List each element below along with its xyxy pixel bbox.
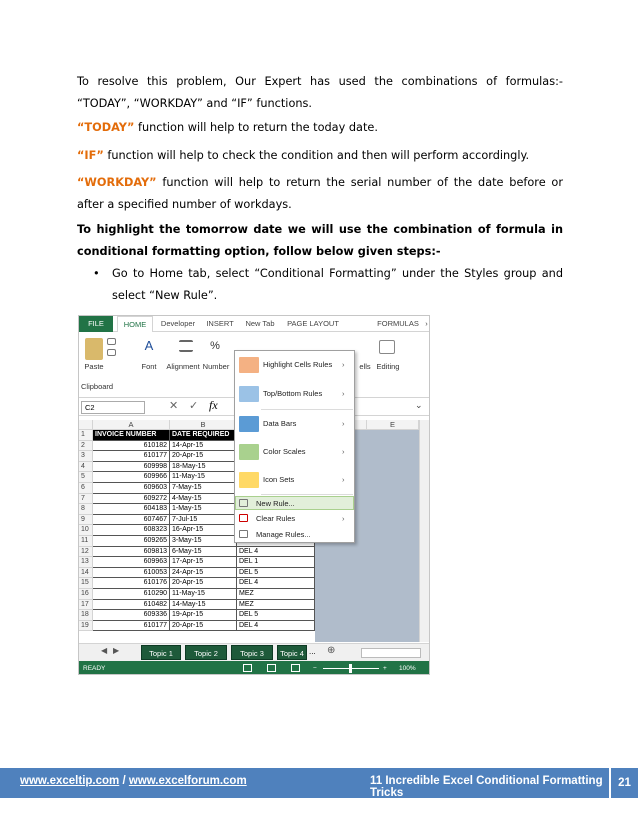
date-required-cell[interactable]: 20-Apr-15 [170,451,237,462]
menu-manage-rules[interactable] [235,528,354,542]
column-c-cell[interactable]: MEZ [237,589,315,600]
row-number[interactable]: 3 [79,451,93,462]
invoice-number-cell[interactable]: 610182 [93,441,170,452]
table-row [79,589,315,600]
row-number[interactable]: 5 [79,472,93,483]
color-scales-icon [239,444,259,460]
status-bar [79,661,430,675]
date-required-cell[interactable]: 7-May-15 [170,483,237,494]
menu-item-label: Color Scales [263,447,306,456]
row-number[interactable]: 8 [79,504,93,515]
name-box[interactable]: C2 [81,401,145,414]
menu-highlight-cells-rules[interactable] [235,355,354,375]
number-button[interactable]: Number [202,362,230,371]
status-ready: READY [83,665,106,672]
date-required-cell[interactable]: 14-May-15 [170,600,237,611]
invoice-number-cell[interactable]: 604183 [93,504,170,515]
footer-links [20,775,247,787]
date-required-cell[interactable]: 24-Apr-15 [170,568,237,579]
menu-item-label: Highlight Cells Rules [263,360,333,369]
table-row [79,557,315,568]
excelforum-link[interactable]: www.excelforum.com [128,775,247,787]
today-description: function will help to return the today date. [134,121,378,134]
submenu-arrow-icon: › [342,419,345,428]
row-number[interactable]: 1 [79,430,93,441]
today-keyword: “TODAY” [77,121,135,134]
menu-separator [261,494,353,495]
sheet-tab-topic-2[interactable]: Topic 2 [185,645,227,660]
footer-title: 11 Incredible Excel Conditional Formatting Tricks [370,775,603,799]
tab-home[interactable]: HOME [117,316,153,332]
highlight-cells-icon [239,357,259,373]
cut-icon [107,338,116,345]
exceltip-link[interactable]: www.exceltip.com [20,775,120,787]
column-c-cell[interactable]: DEL 5 [237,610,315,621]
row-number[interactable]: 18 [79,610,93,621]
row-number[interactable]: 2 [79,441,93,452]
alignment-button[interactable]: Alignment [166,362,200,371]
table-row [79,568,315,579]
tab-file[interactable]: FILE [79,316,113,332]
data-bars-icon [239,416,259,432]
ribbon-tabs [79,316,430,332]
row-number[interactable]: 7 [79,494,93,505]
date-required-cell[interactable]: 18-May-15 [170,462,237,473]
if-keyword: “IF” [77,149,104,162]
sheet-tab-topic-3[interactable]: Topic 3 [231,645,273,660]
expand-formula-icon[interactable]: ⌄ [415,400,423,410]
editing-icon [379,340,395,354]
clear-rules-icon [239,514,248,522]
page-footer [0,768,638,798]
tab-insert[interactable]: INSERT [206,319,234,328]
submenu-arrow-icon: › [342,360,345,369]
row-number[interactable]: 16 [79,589,93,600]
column-c-cell[interactable]: DEL 4 [237,547,315,558]
steps-heading: To highlight the tomorrow date we will use the combination of formula in conditional formatting option, follow below given steps:- [77,223,563,258]
tab-new-tab[interactable]: New Tab [245,319,275,328]
invoice-number-cell[interactable]: 609336 [93,610,170,621]
invoice-number-cell[interactable]: 608323 [93,525,170,536]
copy-icon [107,349,116,356]
header-invoice-number[interactable]: INVOICE NUMBER [93,430,170,441]
cancel-icon[interactable]: ✕ [169,400,179,412]
workday-paragraph [77,172,563,216]
next-sheet-icon[interactable]: ▶ [113,646,120,655]
font-button[interactable]: Font [141,362,157,371]
invoice-number-cell[interactable]: 609998 [93,462,170,473]
table-row [79,610,315,621]
header-date-required[interactable]: DATE REQUIRED [170,430,237,441]
date-required-cell[interactable]: 20-Apr-15 [170,621,237,632]
zoom-level[interactable]: 100% [399,665,416,672]
sheet-tab-topic-4[interactable]: Topic 4 [277,645,307,660]
menu-icon-sets[interactable] [235,470,354,490]
column-c-cell[interactable]: DEL 1 [237,557,315,568]
alignment-icon [179,340,193,352]
menu-item-label: New Rule... [256,499,295,508]
row-number[interactable]: 17 [79,600,93,611]
clipboard-group-label: Clipboard [81,382,114,391]
row-number[interactable]: 6 [79,483,93,494]
table-row [79,578,315,589]
insert-function-icon[interactable]: fx [209,398,218,412]
tab-formulas[interactable]: FORMULAS [377,319,419,328]
row-number[interactable]: 9 [79,515,93,526]
if-description: function will help to check the condition and then will perform accordingly. [103,149,530,162]
row-number[interactable]: 4 [79,462,93,473]
menu-new-rule[interactable] [235,496,354,510]
if-paragraph [77,145,563,167]
manage-rules-icon [239,530,248,538]
prev-sheet-icon[interactable]: ◀ [101,646,108,655]
link-separator: / [119,775,129,787]
cells-button[interactable]: ells [359,362,371,371]
font-icon: A [144,338,154,353]
invoice-number-cell[interactable]: 610482 [93,600,170,611]
row-number[interactable]: 10 [79,525,93,536]
invoice-number-cell[interactable]: 609963 [93,557,170,568]
invoice-number-cell[interactable]: 609966 [93,472,170,483]
zoom-in-icon[interactable]: + [383,665,387,672]
menu-separator [261,409,353,410]
add-sheet-icon[interactable]: ⊕ [327,645,336,656]
date-required-cell[interactable]: 6-May-15 [170,547,237,558]
today-paragraph [77,117,563,139]
tab-developer[interactable]: Developer [160,319,196,328]
sheet-tab-topic-1[interactable]: Topic 1 [141,645,181,660]
table-row [79,547,315,558]
invoice-number-cell[interactable]: 610177 [93,451,170,462]
bullet-dot: • [93,267,100,280]
step-text: Go to Home tab, select “Conditional Formatting” under the Styles group and select “New Rule”. [112,267,563,302]
tab-page-layout[interactable]: PAGE LAYOUT [287,319,339,328]
invoice-number-cell[interactable]: 610177 [93,621,170,632]
icon-sets-icon [239,472,259,488]
menu-data-bars[interactable] [235,414,354,434]
submenu-arrow-icon: › [342,389,345,398]
row-number[interactable]: 14 [79,568,93,579]
top-bottom-icon [239,386,259,402]
vertical-scrollbar[interactable] [419,420,430,642]
menu-color-scales[interactable] [235,442,354,462]
table-row [79,621,315,632]
menu-item-label: Top/Bottom Rules [263,389,323,398]
invoice-number-cell[interactable]: 609813 [93,547,170,558]
date-required-cell[interactable]: 17-Apr-15 [170,557,237,568]
col-header-a[interactable]: A [93,420,170,430]
paste-button[interactable]: Paste [84,362,104,371]
date-required-cell[interactable]: 1-May-15 [170,504,237,515]
row-number[interactable]: 11 [79,536,93,547]
date-required-cell[interactable]: 16-Apr-15 [170,525,237,536]
date-required-cell[interactable]: 19-Apr-15 [170,610,237,621]
col-header-b[interactable]: B [170,420,237,430]
workday-description: function will help to return the serial number of the date before or after a specified number of workdays. [77,176,563,211]
date-required-cell[interactable]: 20-Apr-15 [170,578,237,589]
column-c-cell[interactable]: MEZ [237,600,315,611]
invoice-number-cell[interactable]: 609603 [93,483,170,494]
menu-item-label: Icon Sets [263,475,295,484]
invoice-number-cell[interactable]: 610176 [93,578,170,589]
submenu-arrow-icon: › [342,447,345,456]
page-number: 21 [609,768,638,798]
row-number[interactable]: 15 [79,578,93,589]
zoom-out-icon[interactable]: − [313,665,317,672]
col-header-e[interactable]: E [367,420,419,430]
select-all-corner[interactable] [79,420,93,430]
invoice-number-cell[interactable]: 610290 [93,589,170,600]
table-row [79,600,315,611]
horizontal-scrollbar[interactable] [361,648,421,658]
row-number[interactable]: 19 [79,621,93,632]
enter-icon[interactable]: ✓ [189,400,199,412]
zoom-slider-thumb[interactable] [349,664,352,673]
paste-icon [85,338,103,360]
invoice-number-cell[interactable]: 610053 [93,568,170,579]
row-number[interactable]: 13 [79,557,93,568]
intro-paragraph: To resolve this problem, Our Expert has used the combinations of formulas:- “TODAY”, “WORKDAY” and “IF” functions. [77,75,563,110]
tab-scroll-right-icon[interactable]: › [425,319,428,328]
invoice-number-cell[interactable]: 607467 [93,515,170,526]
submenu-arrow-icon: › [342,475,345,484]
page-layout-view-icon[interactable] [267,664,276,672]
column-c-cell[interactable]: DEL 4 [237,621,315,632]
normal-view-icon[interactable] [243,664,252,672]
menu-item-label: Clear Rules [256,514,296,523]
date-required-cell[interactable]: 11-May-15 [170,472,237,483]
date-required-cell[interactable]: 7-Jul-15 [170,515,237,526]
excel-screenshot [78,315,430,675]
editing-button[interactable]: Editing [376,362,400,371]
invoice-number-cell[interactable]: 609272 [93,494,170,505]
menu-top-bottom-rules[interactable] [235,384,354,404]
percent-icon: % [210,340,220,352]
invoice-number-cell[interactable]: 609265 [93,536,170,547]
column-c-cell[interactable]: DEL 5 [237,568,315,579]
row-number[interactable]: 12 [79,547,93,558]
menu-item-label: Manage Rules... [256,530,311,539]
column-c-cell[interactable]: DEL 4 [237,578,315,589]
date-required-cell[interactable]: 14-Apr-15 [170,441,237,452]
workday-keyword: “WORKDAY” [77,176,157,189]
date-required-cell[interactable]: 3-May-15 [170,536,237,547]
conditional-formatting-menu [234,350,355,543]
date-required-cell[interactable]: 4-May-15 [170,494,237,505]
sheet-tab-bar [79,643,430,661]
menu-item-label: Data Bars [263,419,297,428]
more-sheets-button[interactable]: ... [309,647,316,656]
date-required-cell[interactable]: 11-May-15 [170,589,237,600]
submenu-arrow-icon: › [342,514,345,523]
new-rule-icon [239,499,248,507]
page-break-view-icon[interactable] [291,664,300,672]
menu-clear-rules[interactable] [235,512,354,526]
